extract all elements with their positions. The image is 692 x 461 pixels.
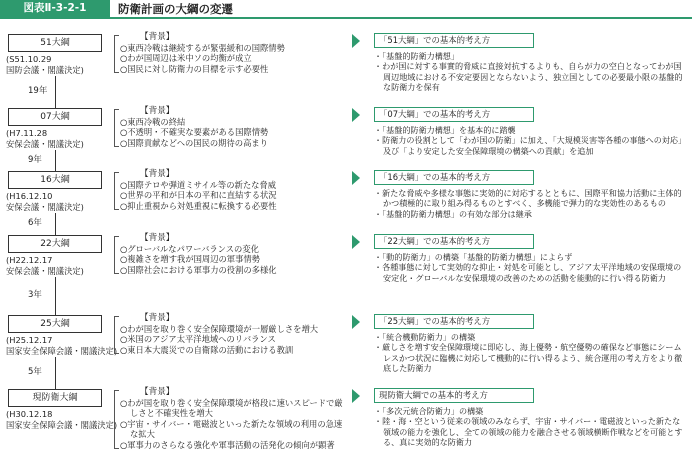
interval-label: 3年 <box>28 290 42 300</box>
concept-body <box>374 332 686 374</box>
background-item: ○複雑さを増す我が国周辺の軍事情勢 <box>120 254 260 265</box>
era-connector-line <box>55 357 56 389</box>
right-arrow-icon <box>352 34 360 48</box>
era-name-box: 51大綱 <box>8 34 102 52</box>
background-block <box>114 169 346 211</box>
background-item: ○米国のアジア太平洋地域へのリバランス <box>120 334 276 345</box>
background-block <box>114 387 346 450</box>
concept-item: ・「統合機動防衛力」の構築 <box>374 332 476 342</box>
concept-body <box>374 51 686 93</box>
bracket-line <box>114 316 119 354</box>
concept-item: ・「基盤的防衛力構想」 <box>374 51 459 61</box>
concept-item: ・厳しさを増す安全保障環境に即応し、海上優勢・航空優勢の確保など事態にシームレスかつ状況に臨機に対応して機動的に行い得るよう、統合運用の考え方をより徹底した防衛力 <box>374 342 683 374</box>
concept-item: ・「動的防衛力」の構築「基盤的防衛力構想」によらず <box>374 252 573 262</box>
background-item: ○宇宙・サイバー・電磁波といった新たな領域の利用の急速な拡大 <box>120 418 343 440</box>
bracket-line <box>114 109 119 147</box>
era-name-box: 25大綱 <box>8 315 102 333</box>
background-item: ○わが国周辺は米中ソの均衡が成立 <box>120 53 252 64</box>
decision-date: (H7.11.28 <box>6 128 48 138</box>
era-decision-date <box>6 191 84 212</box>
background-item: ○東西冷戦の終結 <box>120 116 186 127</box>
background-item: ○国民に対し防衛力の目標を示す必要性 <box>120 63 269 74</box>
concept-title: 「07大綱」での基本的考え方 <box>374 107 534 122</box>
background-title: 【背景】 <box>140 313 175 323</box>
bracket-line <box>114 236 119 274</box>
concept-item: ・新たな脅威や多様な事態に実効的に対応するとともに、国際平和協力活動に主体的かつ積極的に取り組み得るものとすべく、多機能で弾力的な実効性のあるもの <box>374 188 682 209</box>
concept-item: ・「基盤的防衛力構想」を基本的に踏襲 <box>374 125 516 135</box>
background-content <box>114 387 346 450</box>
decision-body: 国家安全保障会議・閣議決定) <box>6 345 118 356</box>
concept-title: 「16大綱」での基本的考え方 <box>374 170 534 185</box>
background-title: 【背景】 <box>140 32 175 42</box>
concept-item: ・各種事態に対して実効的な抑止・対処を可能とし、アジア太平洋地域の安保環境の安定化・グローバルな安保環境の改善のための活動を能動的に行い得る防衛力 <box>374 262 682 283</box>
decision-date: (H22.12.17 <box>6 255 53 265</box>
era-decision-date <box>6 255 84 276</box>
background-item: ○軍事力のさらなる強化や軍事活動の活発化の傾向が顕著 <box>120 439 335 450</box>
background-content <box>114 32 346 74</box>
decision-date: (H30.12.18 <box>6 409 53 419</box>
era-connector-line <box>55 213 56 235</box>
interval-label: 6年 <box>28 218 42 228</box>
right-arrow-icon <box>352 108 360 122</box>
figure-title: 防衛計画の大綱の変遷 <box>118 2 233 16</box>
era-decision-date <box>6 54 84 75</box>
background-block <box>114 233 346 275</box>
background-item: ○国際社会における軍事力の役割の多様化 <box>120 264 277 275</box>
decision-body: 安保会議・閣議決定) <box>6 201 84 212</box>
decision-body: 安保会議・閣議決定) <box>6 265 84 276</box>
figure-label: 図表Ⅱ-3-2-1 <box>0 0 110 17</box>
concept-body <box>374 406 686 448</box>
concept-item: ・「多次元統合防衛力」の構築 <box>374 406 484 416</box>
era-name-box: 16大綱 <box>8 171 102 189</box>
background-item: ○国際テロや弾道ミサイル等の新たな脅威 <box>120 179 277 190</box>
background-item: ○東西冷戦は継続するが緊張緩和の国際情勢 <box>120 42 285 53</box>
era-name-box: 22大綱 <box>8 235 102 253</box>
background-item: ○わが国を取り巻く安全保障環境が一層厳しさを増大 <box>120 323 319 334</box>
era-connector-line <box>55 76 56 108</box>
decision-body: 国防会議・閣議決定) <box>6 64 84 75</box>
concept-body <box>374 125 686 156</box>
background-item: ○抑止重視から対処重視に転換する必要性 <box>120 200 277 211</box>
era-name-box: 現防衛大綱 <box>8 389 102 407</box>
bracket-line <box>114 390 119 449</box>
background-block <box>114 32 346 74</box>
interval-label: 19年 <box>28 86 48 96</box>
decision-date: (H25.12.17 <box>6 335 53 345</box>
bracket-line <box>114 35 119 73</box>
interval-label: 5年 <box>28 367 42 377</box>
background-content <box>114 313 346 355</box>
concept-title: 現防衛大綱での基本的考え方 <box>374 388 534 403</box>
background-block <box>114 313 346 355</box>
background-content <box>114 106 346 148</box>
concept-title: 「25大綱」での基本的考え方 <box>374 314 534 329</box>
era-connector-line <box>55 150 56 171</box>
right-arrow-icon <box>352 315 360 329</box>
era-name-box: 07大綱 <box>8 108 102 126</box>
background-item: ○世界の平和が日本の平和に直結する状況 <box>120 190 277 201</box>
concept-item: ・わが国に対する事實的脅威に直接対抗するよりも、自らが力の空白となってわが国周辺地域における不安定要因とならないよう、独立国としての必要最小限の基盤的な防衛力を保有 <box>374 61 683 93</box>
background-content <box>114 169 346 211</box>
concept-item: ・「基盤的防衛力構想」の有効な部分は継承 <box>374 208 532 219</box>
background-title: 【背景】 <box>140 169 175 179</box>
era-decision-date <box>6 335 117 356</box>
right-arrow-icon <box>352 389 360 403</box>
background-item: ○わが国を取り巻く安全保障環境が格段に速いスピードで厳しさと不確実性を増大 <box>120 397 343 419</box>
concept-title: 「22大綱」での基本的考え方 <box>374 234 534 249</box>
right-arrow-icon <box>352 171 360 185</box>
background-item: ○国際貢献などへの国民の期待の高まり <box>120 137 268 148</box>
background-title: 【背景】 <box>140 106 175 116</box>
decision-body: 国家安全保障会議・閣議決定) <box>6 419 118 430</box>
decision-date: (S51.10.29 <box>6 54 52 64</box>
background-item: ○グローバルなパワーバランスの変化 <box>120 243 259 254</box>
bracket-line <box>114 172 119 210</box>
title-rule <box>0 17 692 19</box>
decision-body: 安保会議・閣議決定) <box>6 138 84 149</box>
background-item: ○東日本大震災での自衛隊の活動における教訓 <box>120 344 294 355</box>
background-block <box>114 106 346 148</box>
background-content <box>114 233 346 275</box>
concept-body <box>374 252 686 283</box>
right-arrow-icon <box>352 235 360 249</box>
concept-body <box>374 188 686 219</box>
concept-title: 「51大綱」での基本的考え方 <box>374 33 534 48</box>
background-title: 【背景】 <box>140 233 175 243</box>
concept-item: ・防衛力の役割として「わが国の防衛」に加え、「大規模災害等各種の事態への対応」及び「より安定した安全保障環境の構築への貢献」を追加 <box>374 135 683 156</box>
concept-item: ・陸・海・空という従来の領域のみならず、宇宙・サイバー・電磁波といった新たな領域の能力を強化し、全ての領域の能力を融合させる領域横断作戦などを可能とする、真に実効的な防衛力 <box>374 416 683 448</box>
era-decision-date <box>6 128 84 149</box>
era-connector-line <box>55 277 56 315</box>
era-decision-date <box>6 409 117 430</box>
background-title: 【背景】 <box>140 387 175 397</box>
interval-label: 9年 <box>28 154 42 165</box>
background-item: ○不透明・不確実な要素がある国際情勢 <box>120 127 269 138</box>
decision-date: (H16.12.10 <box>6 191 53 201</box>
